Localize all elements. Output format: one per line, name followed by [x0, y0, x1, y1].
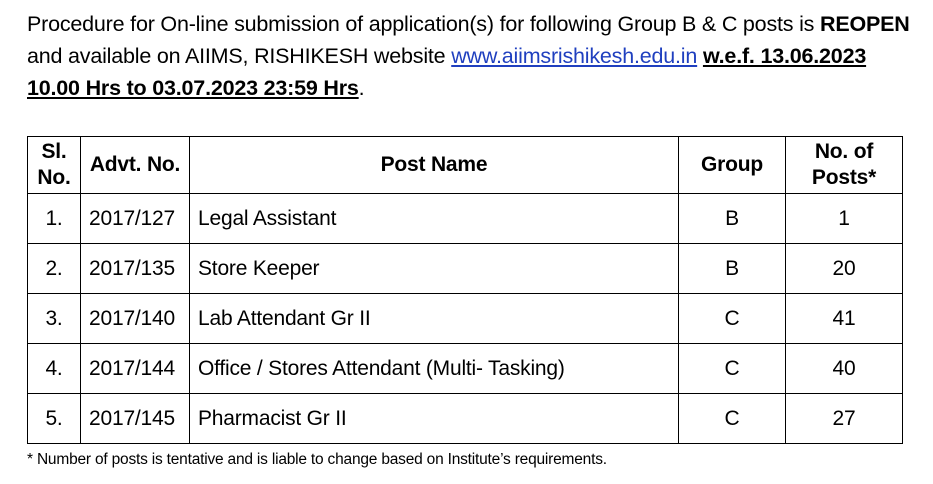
table-row — [28, 394, 903, 444]
header-advt-no: Advt. No. — [81, 137, 190, 194]
cell-sl: 2. — [28, 244, 81, 294]
cell-sl: 1. — [28, 194, 81, 244]
table-row — [28, 244, 903, 294]
cell-advt: 2017/145 — [81, 394, 190, 444]
date-range: w.e.f. 13.06.2023 10.00 Hrs to 03.07.2023 23:59 Hrs — [27, 44, 867, 100]
cell-post: Legal Assistant — [190, 194, 679, 244]
cell-advt: 2017/140 — [81, 294, 190, 344]
cell-sl: 4. — [28, 344, 81, 394]
cell-posts: 1 — [786, 194, 903, 244]
cell-posts: 20 — [786, 244, 903, 294]
cell-post: Pharmacist Gr II — [190, 394, 679, 444]
notice-text-end: . — [358, 76, 365, 100]
cell-group: B — [679, 194, 786, 244]
table-row — [28, 344, 903, 394]
footnote: * Number of posts is tentative and is liable to change based on Institute’s requirements. — [27, 451, 607, 468]
cell-post: Lab Attendant Gr II — [190, 294, 679, 344]
reopen-emphasis: REOPEN — [820, 12, 910, 36]
notice-text-part2: and available on AIIMS, RISHIKESH website — [27, 44, 452, 68]
cell-group: B — [679, 244, 786, 294]
table-row — [28, 194, 903, 244]
header-post-name: Post Name — [190, 137, 679, 194]
website-link[interactable]: www.aiimsrishikesh.edu.in — [451, 44, 698, 68]
cell-advt: 2017/144 — [81, 344, 190, 394]
cell-posts: 27 — [786, 394, 903, 444]
cell-advt: 2017/135 — [81, 244, 190, 294]
posts-table — [27, 136, 903, 444]
cell-advt: 2017/127 — [81, 194, 190, 244]
header-no-of-posts: No. of Posts* — [786, 137, 903, 194]
cell-post: Office / Stores Attendant (Multi- Tasking) — [190, 344, 679, 394]
cell-posts: 40 — [786, 344, 903, 394]
cell-posts: 41 — [786, 294, 903, 344]
cell-group: C — [679, 394, 786, 444]
notice-paragraph — [27, 8, 912, 104]
cell-post: Store Keeper — [190, 244, 679, 294]
cell-group: C — [679, 294, 786, 344]
header-sl-no: Sl. No. — [28, 137, 81, 194]
notice-text-part1: Procedure for On-line submission of application(s) for following Group B & C posts is — [27, 12, 820, 36]
table-header-row — [28, 137, 903, 194]
cell-sl: 5. — [28, 394, 81, 444]
cell-sl: 3. — [28, 294, 81, 344]
cell-group: C — [679, 344, 786, 394]
table-row — [28, 294, 903, 344]
header-group: Group — [679, 137, 786, 194]
